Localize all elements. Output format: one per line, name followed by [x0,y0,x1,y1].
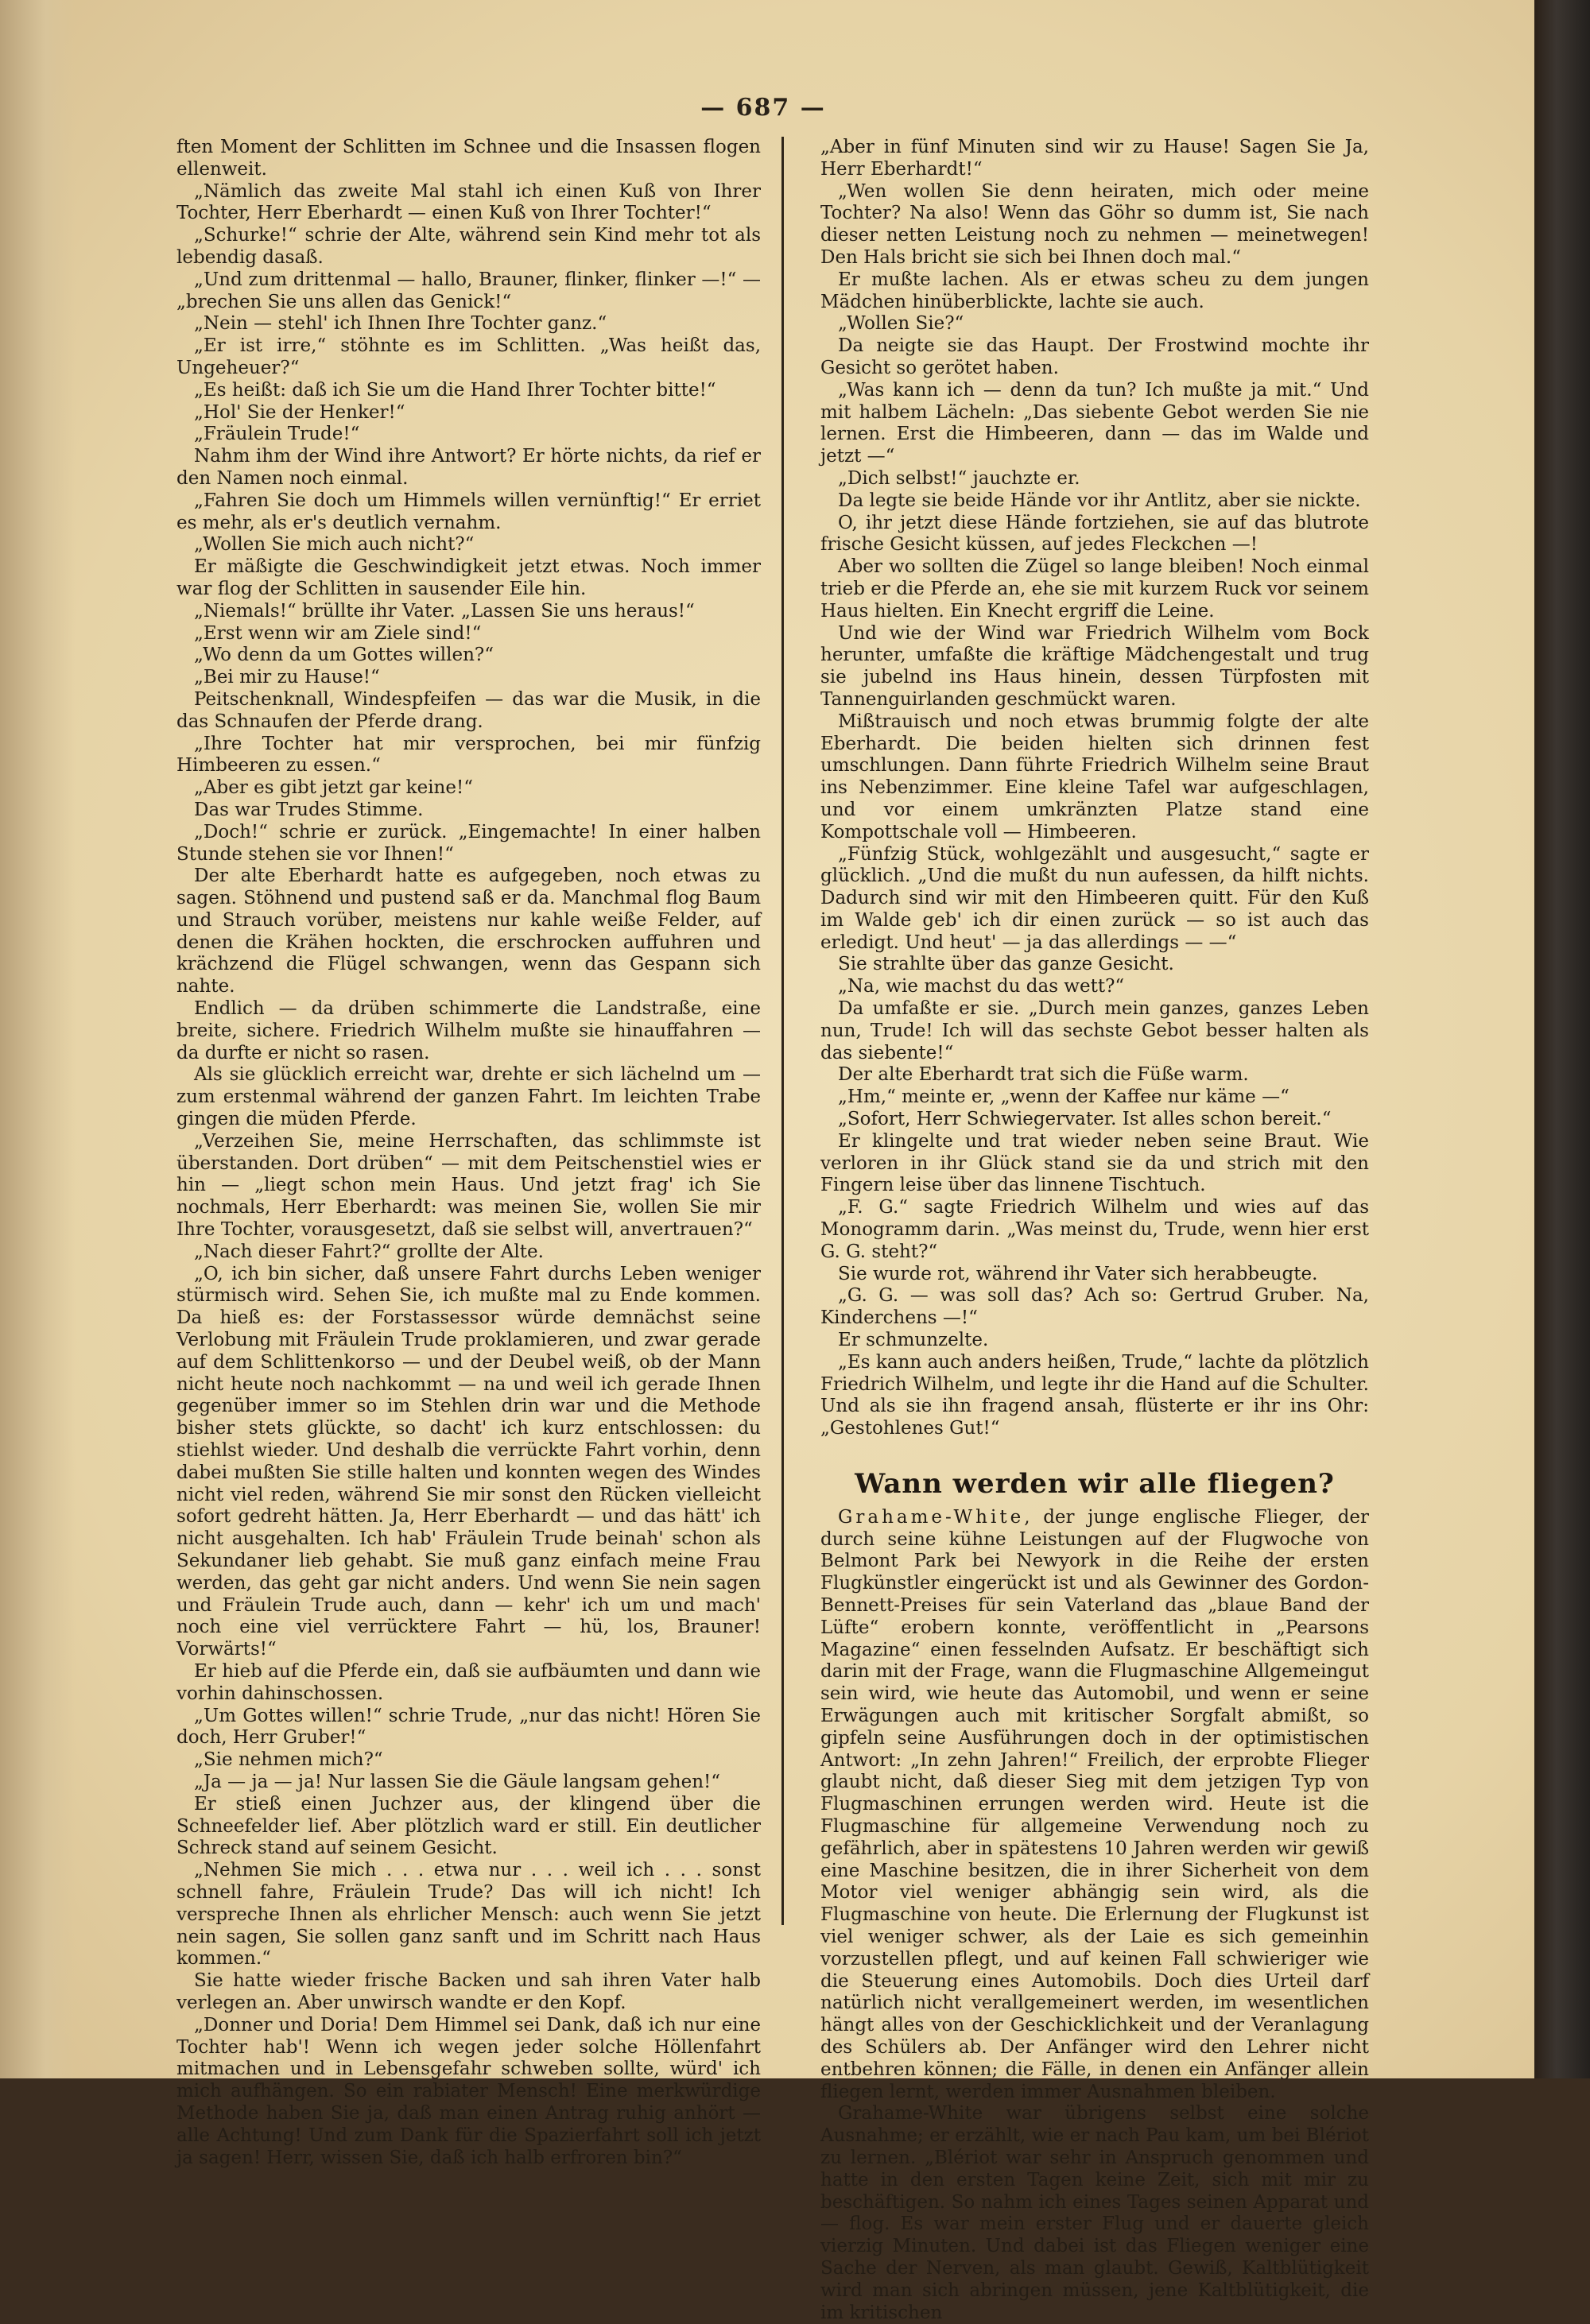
right-column-story [820,137,1369,1440]
story-paragraph: „Wollen Sie mich auch nicht?“ [194,534,475,556]
story-paragraph: „O, ich bin sicher, daß unsere Fahrt durchs Leben weniger stürmisch wird. Sehen Sie, ich mußte mal zu Ende kommen. Da hieß es: der Forstassessor würde demnächst seine Verlobung mit Fräulein Trude proklamieren, und zwar gerade auf dem Schlittenkorso — und der Deubel weiß, ob der Mann nicht heute noch nachkommt — na und weil ich gerade Ihnen gegenüber immer so im Stehlen drin war und die Methode bisher stets glückte, so dacht' ich kurz entschlossen: du stiehlst wieder. Und deshalb die verrückte Fahrt vorhin, denn dabei mußten Sie stille halten und konnten wegen des Windes nicht viel reden, während Sie mir sonst den Rücken vielleicht sofort gedreht hätten. Ja, Herr Eberhardt — und das hätt' ich nicht ausgehalten. Ich hab' Fräulein Trude beinah' schon als Sekundaner lieb gehabt. Sie muß ganz einfach meine Frau werden, das geht gar nicht anders. Und wenn Sie nein sagen und Fräulein Trude auch, dann — kehr' ich um und mach' noch eine viel verrücktere Fahrt — hü, los, Brauner! Vorwärts!“ [176,1263,761,1660]
story-paragraph: Er mäßigte die Geschwindigkeit jetzt etwas. Noch immer war flog der Schlitten in sausender Eile hin. [176,556,761,599]
story-paragraph: Mißtrauisch und noch etwas brummig folgte der alte Eberhardt. Die beiden hielten sich drinnen fest umschlungen. Dann führte Friedrich Wilhelm seine Braut ins Nebenzimmer. Eine kleine Tafel war aufgeschlagen, und vor einem umkränzten Platze stand eine Kompottschale voll — Himbeeren. [820,711,1369,842]
story-paragraph: Peitschenknall, Windespfeifen — das war die Musik, in die das Schnaufen der Pferde drang. [176,688,761,732]
story-paragraph: Endlich — da drüben schimmerte die Landstraße, eine breite, sichere. Friedrich Wilhelm mußte sie hinauffahren — da durfte er nicht so rasen. [176,998,761,1063]
story-paragraph: „Wen wollen Sie denn heiraten, mich oder meine Tochter? Na also! Wenn das Göhr so dumm ist, Sie nach dieser netten Leistung noch zu nehmen — meinetwegen! Den Hals bricht sie sich bei Ihnen doch mal.“ [820,180,1369,268]
article-lead-name: Grahame-White [838,1506,1025,1528]
story-paragraph: „Fräulein Trude!“ [194,424,360,445]
story-paragraph: „Niemals!“ brüllte ihr Vater. „Lassen Sie uns heraus!“ [194,600,695,622]
story-paragraph: Er klingelte und trat wieder neben seine Braut. Wie verloren in ihr Glück stand sie da und strich mit den Fingern leise über das linnene Tischtuch. [820,1130,1369,1196]
story-paragraph: „Na, wie machst du das wett?“ [838,976,1125,997]
story-paragraph: „Hm,“ meinte er, „wenn der Kaffee nur käme —“ [838,1086,1289,1108]
story-paragraph: Er stieß einen Juchzer aus, der klingend über die Schneefelder lief. Aber plötzlich ward er still. Ein deutlicher Schreck stand auf seinem Gesicht. [176,1793,761,1859]
story-paragraph: Das war Trudes Stimme. [194,799,424,820]
story-paragraph: „Es heißt: daß ich Sie um die Hand Ihrer Tochter bitte!“ [194,379,716,401]
story-paragraph: „Aber in fünf Minuten sind wir zu Hause! Sagen Sie Ja, Herr Eberhardt!“ [820,137,1369,180]
story-paragraph: Da legte sie beide Hände vor ihr Antlitz, aber sie nickte. [838,490,1361,511]
story-paragraph: Sie strahlte über das ganze Gesicht. [838,954,1174,975]
article-paragraph-text: , der junge englische Flieger, der durch seine kühne Leistungen auf der Flugwoche von Belmont Park bei Newyork in die Reihe der ersten Flugkünstler eingerückt ist und als Gewinner des Gordon-Bennett-Preises für sein Vaterland das „blaue Band der Lüfte“ erobern konnte, veröffentlicht in „Pearsons Magazine“ einen fesselnden Aufsatz. Er beschäftigt sich darin mit der Frage, wann die Flugmaschine Allgemeingut sein wird, wie heute das Automobil, und wenn er seine Erwägungen auch mit kritischer Sorgfalt abmißt, so gipfeln seine Ausführungen doch in der optimistischen Antwort: „In zehn Jahren!“ Freilich, der erprobte Flieger glaubt nicht, daß dieser Sieg mit dem jetzigen Typ von Flugmaschinen errungen werden wird. Heute ist die Flugmaschine für allgemeine Verwendung noch zu gefährlich, aber in spätestens 10 Jahren werden wir gewiß eine Maschine besitzen, die in ihrer Sicherheit von dem Motor viel weniger abhängig sein wird, als die Flugmaschine von heute. Die Erlernung der Flugkunst ist viel weniger schwer, als der Laie es sich gemeinhin vorzustellen pflegt, und auf keinen Fall schwieriger wie die Steuerung eines Automobils. Doch dies Urteil darf natürlich nicht verallgemeinert werden, im wesentlichen hängt alles von der Geschicklichkeit und der Veranlagung des Schülers ab. Der Anfänger wird den Lehrer nicht entbehren können; die Fälle, in denen ein Anfänger allein fliegen lernt, werden immer Ausnahmen bleiben. [820,1506,1369,2102]
page-number: — 687 — [700,94,826,122]
left-column-story [176,137,761,2169]
story-paragraph: „F. G.“ sagte Friedrich Wilhelm und wies auf das Monogramm darin. „Was meinst du, Trude, wenn hier erst G. G. steht?“ [820,1197,1369,1262]
story-paragraph: „Nach dieser Fahrt?“ grollte der Alte. [194,1241,544,1262]
story-paragraph: „Dich selbst!“ jauchzte er. [838,467,1080,489]
story-paragraph: „Fahren Sie doch um Himmels willen vernünftig!“ Er erriet es mehr, als er's deutlich vernahm. [176,490,761,533]
story-paragraph: „Verzeihen Sie, meine Herrschaften, das schlimmste ist überstanden. Dort drüben“ — mit dem Peitschenstiel wies er hin — „liegt schon mein Haus. Und jetzt frag' ich Sie nochmals, Herr Eberhardt: was meinen Sie, wollen Sie mir Ihre Tochter, vorausgesetzt, daß sie selbst will, anvertrauen?“ [176,1130,761,1241]
story-paragraph: Er hieb auf die Pferde ein, daß sie aufbäumten und dann wie vorhin dahinschossen. [176,1660,761,1704]
story-paragraph: Nahm ihm der Wind ihre Antwort? Er hörte nichts, da rief er den Namen noch einmal. [176,446,761,489]
story-paragraph: Der alte Eberhardt trat sich die Füße warm. [838,1064,1249,1086]
story-paragraph: Er schmunzelte. [838,1330,989,1351]
story-paragraph: „Aber es gibt jetzt gar keine!“ [194,777,473,799]
story-paragraph: „Wollen Sie?“ [838,313,964,335]
story-paragraph: „Sie nehmen mich?“ [194,1749,383,1771]
story-paragraph: „Donner und Doria! Dem Himmel sei Dank, daß ich nur eine Tochter hab'! Wenn ich wegen jeder solche Höllenfahrt mitmachen und in Lebensgefahr schweben sollte, würd' ich mich aufhängen. So ein rabiater Mensch! Eine merkwürdige Methode haben Sie ja, daß man einen Antrag ruhig anhört — alle Achtung! Und zum Dank für die Spazierfahrt soll ich jetzt ja sagen! Herr, wissen Sie, daß ich halb erfroren bin?“ [176,2014,761,2168]
story-paragraph: „Ja — ja — ja! Nur lassen Sie die Gäule langsam gehen!“ [194,1771,721,1792]
story-paragraph: Da neigte sie das Haupt. Der Frostwind mochte ihr Gesicht so gerötet haben. [820,335,1369,378]
story-paragraph: „Nein — stehl' ich Ihnen Ihre Tochter ganz.“ [194,313,607,335]
story-paragraph: „Hol' Sie der Henker!“ [194,401,405,423]
story-paragraph: „Schurke!“ schrie der Alte, während sein Kind mehr tot als lebendig dasaß. [176,225,761,268]
story-paragraph: „Nehmen Sie mich . . . etwa nur . . . weil ich . . . sonst schnell fahre, Fräulein Trude? Das will ich nicht! Ich verspreche Ihnen als ehrlicher Mensch: auch wenn Sie jetzt nein sagen, Sie sollen ganz sanft und im Schritt nach Haus kommen.“ [176,1860,761,1970]
story-paragraph: ften Moment der Schlitten im Schnee und die Insassen flogen ellenweit. [176,137,761,180]
story-paragraph: Als sie glücklich erreicht war, drehte er sich lächelnd um — zum erstenmal während der ganzen Fahrt. Im leichten Trabe gingen die müden Pferde. [176,1064,761,1130]
story-paragraph: „Er ist irre,“ stöhnte es im Schlitten. „Was heißt das, Ungeheuer?“ [176,335,761,378]
story-paragraph: „Sofort, Herr Schwiegervater. Ist alles schon bereit.“ [838,1109,1332,1130]
story-paragraph: Da umfaßte er sie. „Durch mein ganzes, ganzes Leben nun, Trude! Ich will das sechste Gebot besser halten als das siebente!“ [820,998,1369,1063]
book-cover-edge [1534,0,1590,2078]
article-paragraph: Grahame-White war übrigens selbst eine solche Ausnahme; er erzählt, wie er nach Pau kam, um bei Blériot zu lernen. „Blériot war sehr in Anspruch genommen und hatte in den ersten Tagen keine Zeit, sich mit mir zu beschäftigen. So nahm ich eines Tages seinen Apparat und — flog. Es war mein erster Flug und er dauerte gleich vierzig Minuten. Und dabei ist das Fliegen weniger eine Sache der Nerven, als man glaubt. Gewiß, Kaltblütigkeit wird man sich abringen müssen, jene Kaltblütigkeit, die im kritischen [820,2103,1369,2323]
story-paragraph: Sie wurde rot, während ihr Vater sich herabbeugte. [838,1263,1318,1284]
story-paragraph: O, ihr jetzt diese Hände fortziehen, sie auf das blutrote frische Gesicht küssen, auf jedes Fleckchen —! [820,512,1369,556]
story-paragraph: „Bei mir zu Hause!“ [194,667,380,688]
story-paragraph: „G. G. — was soll das? Ach so: Gertrud Gruber. Na, Kinderchens —!“ [820,1285,1369,1329]
story-paragraph: „Es kann auch anders heißen, Trude,“ lachte da plötzlich Friedrich Wilhelm, und legte ihr die Hand auf die Schulter. Und als sie ihn fragend ansah, flüsterte er ihr ins Ohr: „Gestohlenes Gut!“ [820,1351,1369,1439]
column-divider [781,137,784,1925]
story-paragraph: „Und zum drittenmal — hallo, Brauner, flinker, flinker —!“ — „brechen Sie uns allen das Genick!“ [176,269,761,312]
article-paragraph [820,1507,1369,2104]
story-paragraph: „Erst wenn wir am Ziele sind!“ [194,622,482,644]
story-paragraph: „Doch!“ schrie er zurück. „Eingemachte! In einer halben Stunde stehen sie vor Ihnen!“ [176,821,761,865]
story-paragraph: „Ihre Tochter hat mir versprochen, bei mir fünfzig Himbeeren zu essen.“ [176,733,761,777]
story-paragraph: Und wie der Wind war Friedrich Wilhelm vom Bock herunter, umfaßte die kräftige Mädchengestalt und trug sie jubelnd ins Haus hinein, dessen Türpfosten mit Tannenguirlanden geschmückt waren. [820,622,1369,710]
story-paragraph: „Fünfzig Stück, wohlgezählt und ausgesucht,“ sagte er glücklich. „Und die mußt du nun aufessen, da hilft nichts. Dadurch sind wir mit den Himbeeren quitt. Für den Kuß im Walde geb' ich dir einen zurück — so ist auch das erledigt. Und heut' — ja das allerdings — —“ [820,843,1369,953]
story-paragraph: Der alte Eberhardt hatte es aufgegeben, noch etwas zu sagen. Stöhnend und pustend saß er da. Manchmal flog Baum und Strauch vorüber, meistens nur kahle weiße Felder, auf denen die Krähen hockten, die erschrocken auffuhren und krächzend die Flügel schwangen, wenn das Gespann sich nahte. [176,866,761,997]
story-paragraph: Aber wo sollten die Zügel so lange bleiben! Noch einmal trieb er die Pferde an, ehe sie mit kurzem Ruck vor seinem Haus hielten. Ein Knecht ergriff die Leine. [820,556,1369,622]
story-paragraph: Sie hatte wieder frische Backen und sah ihren Vater halb verlegen an. Aber unwirsch wandte er den Kopf. [176,1970,761,2013]
page-gutter-shadow [0,0,76,2078]
story-paragraph: „Nämlich das zweite Mal stahl ich einen Kuß von Ihrer Tochter, Herr Eberhardt — einen Kuß von Ihrer Tochter!“ [176,180,761,224]
story-paragraph: „Um Gottes willen!“ schrie Trude, „nur das nicht! Hören Sie doch, Herr Gruber!“ [176,1705,761,1749]
story-paragraph: „Wo denn da um Gottes willen?“ [194,645,494,666]
article-headline: Wann werden wir alle fliegen? [855,1468,1335,1501]
story-paragraph: Er mußte lachen. Als er etwas scheu zu dem jungen Mädchen hinüberblickte, lachte sie auch. [820,269,1369,312]
story-paragraph: „Was kann ich — denn da tun? Ich mußte ja mit.“ Und mit halbem Lächeln: „Das siebente Gebot werden Sie nie lernen. Erst die Himbeeren, dann — das im Walde und jetzt —“ [820,379,1369,467]
right-column [820,137,1369,2324]
